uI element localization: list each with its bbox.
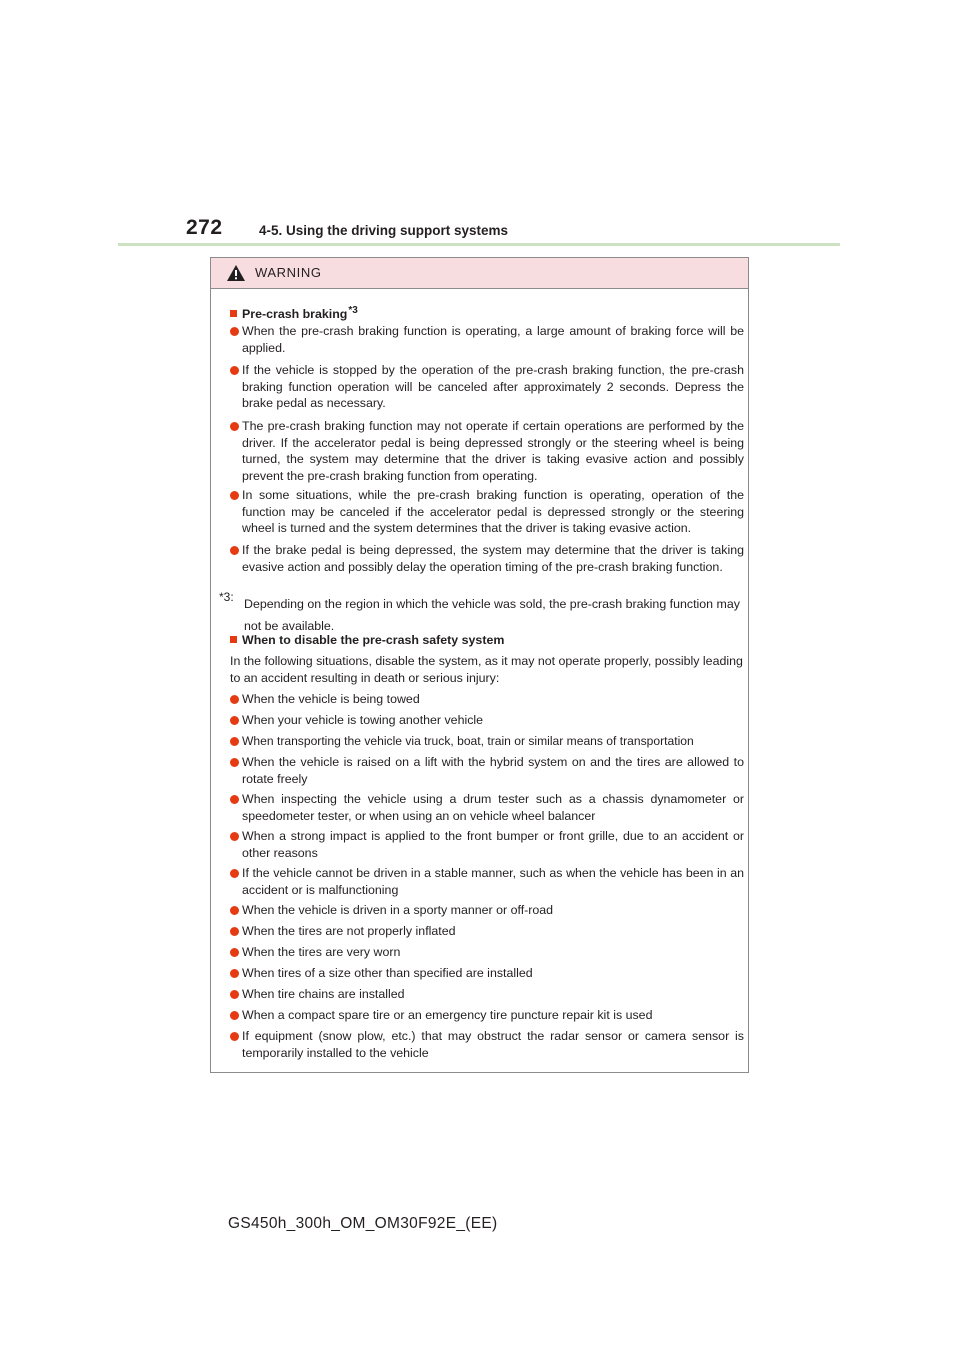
list-item: When tires of a size other than specified are installed <box>230 965 744 982</box>
footnote-text: Depending on the region in which the vehicle was sold, the pre-crash braking function may not be available. <box>244 597 740 633</box>
bullet-dot-icon <box>230 366 239 375</box>
bullet-dot-icon <box>230 737 239 746</box>
bullet-dot-icon <box>230 948 239 957</box>
square-bullet-icon <box>230 310 237 317</box>
bullet-dot-icon <box>230 758 239 767</box>
bullet-dot-icon <box>230 327 239 336</box>
list-item: When the vehicle is driven in a sporty manner or off-road <box>230 902 744 919</box>
page-header <box>186 214 826 244</box>
footnote-ref: *3 <box>348 305 358 316</box>
bullet-dot-icon <box>230 832 239 841</box>
bullet-dot-icon <box>230 906 239 915</box>
square-bullet-icon <box>230 636 237 643</box>
list-item: When the vehicle is being towed <box>230 691 744 708</box>
bullet-dot-icon <box>230 1011 239 1020</box>
list-item: When transporting the vehicle via truck, boat, train or similar means of transportation <box>230 733 744 750</box>
warning-triangle-icon <box>226 264 246 282</box>
bullet-dot-icon <box>230 716 239 725</box>
bullet-dot-icon <box>230 795 239 804</box>
warning-box <box>210 257 749 1073</box>
list-item: If the vehicle is stopped by the operation of the pre-crash braking function, the pre-crash braking function operation will be canceled after approximately 2 seconds. Depress the brake pedal as necessary. <box>230 362 744 412</box>
section-title: 4-5. Using the driving support systems <box>259 223 509 238</box>
section-heading-pre-crash-braking: Pre-crash braking$^{*3}$ <box>230 303 358 323</box>
bullet-dot-icon <box>230 695 239 704</box>
list-item: When inspecting the vehicle using a drum tester such as a chassis dynamometer or speedometer tester, or when using an on vehicle wheel balancer <box>230 791 744 824</box>
bullet-dot-icon <box>230 869 239 878</box>
bullet-dot-icon <box>230 422 239 431</box>
list-item: When a compact spare tire or an emergency tire puncture repair kit is used <box>230 1007 744 1024</box>
warning-header <box>211 258 748 289</box>
footnote <box>219 590 744 637</box>
list-item: When the tires are very worn <box>230 944 744 961</box>
bullet-dot-icon <box>230 546 239 555</box>
section-intro: In the following situations, disable the system, as it may not operate properly, possibly leading to an accident resulting in death or serious injury: <box>230 654 743 685</box>
list-item: When your vehicle is towing another vehicle <box>230 712 744 729</box>
document-code: GS450h_300h_OM_OM30F92E_(EE) <box>228 1215 498 1232</box>
list-item: In some situations, while the pre-crash braking function is operating, operation of the function may be canceled if the accelerator pedal is depressed strongly or the steering wheel is turned and the system determines that the driver is taking evasive action. <box>230 487 744 537</box>
section-heading-disable-system: When to disable the pre-crash safety system <box>230 632 504 649</box>
warning-label: WARNING <box>255 265 322 280</box>
footnote-mark: *3: <box>219 590 234 604</box>
list-item: If the vehicle cannot be driven in a stable manner, such as when the vehicle has been in an accident or is malfunctioning <box>230 865 744 898</box>
bullet-dot-icon <box>230 969 239 978</box>
list-item: If the brake pedal is being depressed, the system may determine that the driver is taking evasive action and possibly delay the operation timing of the pre-crash braking function. <box>230 542 744 575</box>
bullet-dot-icon <box>230 990 239 999</box>
list-item: When the tires are not properly inflated <box>230 923 744 940</box>
page-number: 272 <box>186 216 223 239</box>
list-item: When the vehicle is raised on a lift with the hybrid system on and the tires are allowed to rotate freely <box>230 754 744 787</box>
list-item: If equipment (snow plow, etc.) that may obstruct the radar sensor or camera sensor is temporarily installed to the vehicle <box>230 1028 744 1061</box>
list-item: When a strong impact is applied to the front bumper or front grille, due to an accident or other reasons <box>230 828 744 861</box>
list-item: When tire chains are installed <box>230 986 744 1003</box>
bullet-dot-icon <box>230 1032 239 1041</box>
header-rule <box>118 243 840 246</box>
bullet-dot-icon <box>230 491 239 500</box>
list-item: When the pre-crash braking function is operating, a large amount of braking force will be applied. <box>230 323 744 356</box>
bullet-dot-icon <box>230 927 239 936</box>
list-item: The pre-crash braking function may not operate if certain operations are performed by the driver. If the accelerator pedal is being depressed strongly or the steering wheel is being turned, the system may determine that the driver is taking evasive action and possibly prevent the pre-crash braking function from operating. <box>230 418 744 484</box>
